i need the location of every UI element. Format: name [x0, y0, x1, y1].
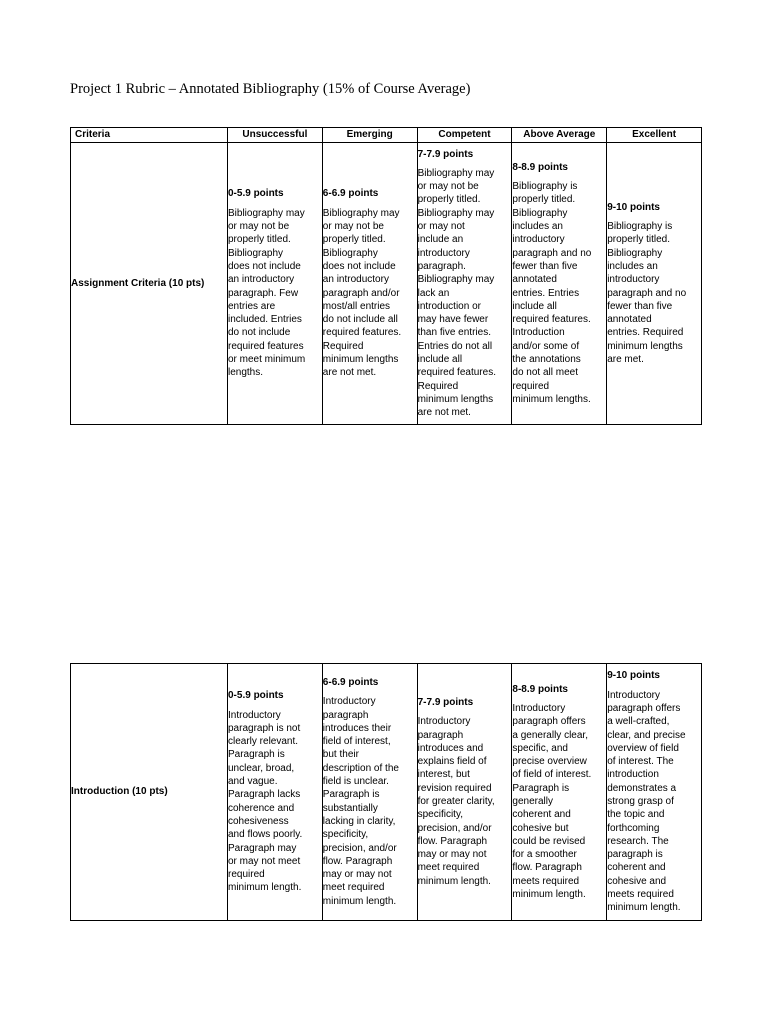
header-row [71, 128, 702, 143]
cell-description: Introductory paragraph introduces their field of interest, but their description of the field is unclear. Paragraph is substantially lacking in clarity, specificity, precision, and/or flow. Paragraph may or may not meet required minimum length. [322, 696, 399, 907]
rubric-cell-above-average [512, 664, 607, 921]
rubric-cell-excellent [607, 664, 702, 921]
page-title: Project 1 Rubric – Annotated Bibliography (15% of Course Average) [70, 81, 471, 97]
points-range: 9-10 points [607, 201, 660, 213]
rubric-cell-emerging [322, 664, 417, 921]
header-excellent: Excellent [607, 128, 702, 143]
rubric-cell-competent [417, 143, 512, 425]
table-row [71, 664, 702, 921]
points-range: 0-5.9 points [228, 188, 284, 200]
cell-description: Introductory paragraph offers a well-crafted, clear, and precise overview of field of interest. The introduction demonstrates a strong grasp of the topic and forthcoming research. The paragraph is coherent and cohesive and meets required minimum length. [607, 689, 686, 914]
points-range: 6-6.9 points [322, 188, 379, 200]
header-emerging: Emerging [322, 128, 417, 143]
points-range: 9-10 points [607, 670, 660, 682]
cell-description: Bibliography is properly titled. Bibliography includes an introductory paragraph and no fewer than five annotated entries. Entries include all required features. Introduction and/or some of the annotations do not all meet required minimum lengths. [512, 181, 592, 405]
points-range: 7-7.9 points [417, 148, 474, 160]
rubric-cell-excellent [607, 143, 702, 425]
rubric-cell-competent [417, 664, 512, 921]
rubric-cell-unsuccessful [228, 143, 323, 425]
rubric-cell-unsuccessful [228, 664, 323, 921]
header-competent: Competent [417, 128, 512, 143]
points-range: 8-8.9 points [512, 683, 568, 695]
cell-description: Introductory paragraph is not clearly relevant. Paragraph is unclear, broad, and vague. Paragraph lacks coherence and cohesiveness and flows poorly. Paragraph may or may not meet required minimum length. [228, 709, 303, 894]
criteria-label: Introduction (10 pts) [71, 664, 228, 921]
rubric-cell-above-average [512, 143, 607, 425]
cell-description: Bibliography may or may not be properly titled. Bibliography may or may not include an introductory paragraph. Bibliography may lack an introduction or may have fewer than five entries. Entries do not all include all required features. Required minimum lengths are not met. [417, 167, 496, 419]
points-range: 7-7.9 points [417, 696, 474, 708]
cell-description: Introductory paragraph offers a generally clear, specific, and precise overview of field of interest. Paragraph is generally coherent and cohesive but could be revised for a smoother flow. Paragraph meets required minimum length. [512, 702, 592, 901]
table-row [71, 143, 702, 425]
cell-description: Bibliography may or may not be properly titled. Bibliography does not include an introductory paragraph. Few entries are included. Entries do not include required features or meet minimum lengths. [228, 207, 306, 379]
header-unsuccessful: Unsuccessful [228, 128, 323, 143]
header-above-average: Above Average [512, 128, 607, 143]
criteria-label: Assignment Criteria (10 pts) [71, 143, 228, 425]
points-range: 6-6.9 points [322, 676, 379, 688]
points-range: 0-5.9 points [228, 690, 284, 702]
rubric-table-assignment [70, 127, 702, 425]
header-criteria: Criteria [71, 128, 228, 143]
cell-description: Bibliography is properly titled. Bibliography includes an introductory paragraph and no fewer than five annotated entries. Required minimum lengths are met. [607, 221, 687, 365]
points-range: 8-8.9 points [512, 161, 568, 173]
cell-description: Bibliography may or may not be properly titled. Bibliography does not include an introductory paragraph and/or most/all entries do not include all required features. Required minimum lengths are not met. [322, 207, 402, 379]
rubric-table-introduction [70, 663, 702, 921]
rubric-cell-emerging [322, 143, 417, 425]
cell-description: Introductory paragraph introduces and explains field of interest, but revision required for greater clarity, specificity, precision, and/or flow. Paragraph may or may not meet required minimum length. [417, 716, 495, 887]
